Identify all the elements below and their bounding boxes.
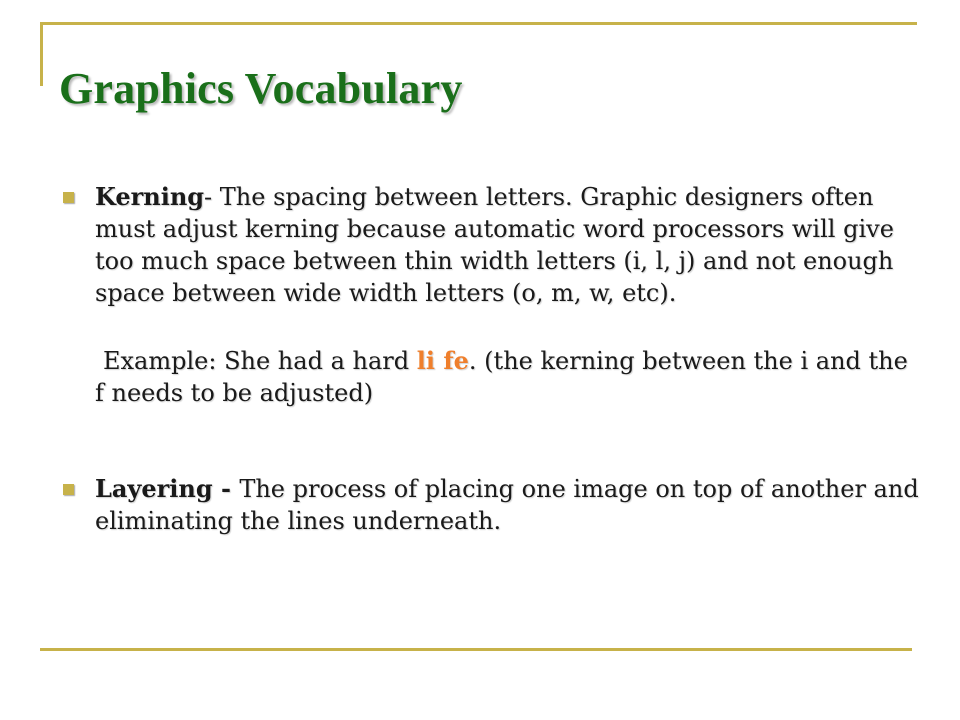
square-bullet-icon	[63, 484, 74, 495]
example-suffix: . (the kerning between the i and the f needs to be adjusted)	[95, 347, 908, 407]
definition-layering: The process of placing one image on top of another and eliminating the lines underneath.	[95, 475, 919, 535]
definition-kerning: - The spacing between letters. Graphic designers often must adjust kerning because automatic word processors will give too much space between thin width letters (i, l, j) and not enough space between wide width letters (o, m, w, etc).	[95, 183, 894, 307]
bullet-layering	[63, 473, 923, 537]
left-rule	[40, 22, 43, 86]
slide-title: Graphics Vocabulary	[59, 64, 463, 113]
term-kerning: Kerning	[95, 182, 205, 211]
bullet-kerning-text	[95, 181, 923, 309]
bottom-rule	[40, 648, 912, 651]
bullet-kerning	[63, 181, 923, 309]
square-bullet-icon	[63, 192, 74, 203]
bullet-layering-text	[95, 473, 923, 537]
example-highlight: li fe	[416, 346, 469, 375]
example-prefix: Example: She had a hard	[103, 347, 417, 375]
term-layering: Layering -	[95, 474, 240, 503]
top-rule	[40, 22, 917, 25]
kerning-example	[95, 345, 915, 409]
